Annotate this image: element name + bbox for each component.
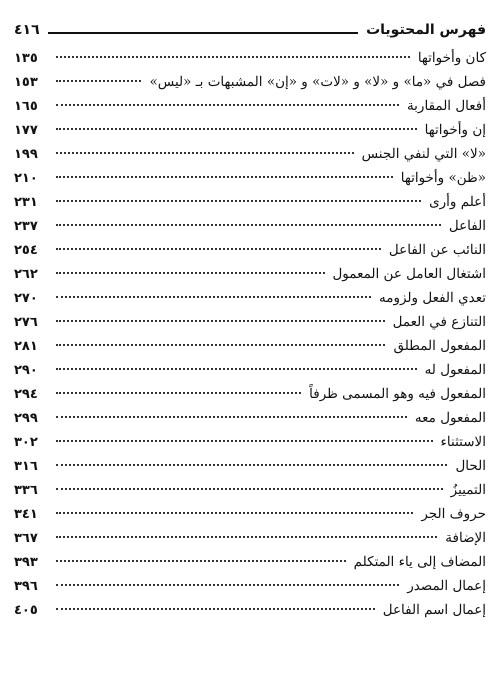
dot-leader <box>56 608 375 610</box>
toc-entry <box>14 214 486 238</box>
toc-entry-page: ٣٤١ <box>14 507 38 522</box>
toc-entry-page: ١٥٣ <box>14 75 38 90</box>
toc-entry-page: ٢٩٠ <box>14 363 38 378</box>
toc-entry-page: ١٧٧ <box>14 123 38 138</box>
toc-entry <box>14 286 486 310</box>
dot-leader <box>56 200 421 202</box>
toc-entry-page: ٣١٦ <box>14 459 38 474</box>
toc-entry-title: «لا» التي لنفي الجنس <box>361 146 486 162</box>
toc-entry-page: ٣٩٣ <box>14 555 38 570</box>
dot-leader <box>56 344 385 346</box>
toc-entry <box>14 598 486 622</box>
toc-entry <box>14 334 486 358</box>
toc-entry-title: المفعول المطلق <box>393 338 486 354</box>
dot-leader <box>56 152 354 154</box>
dot-leader <box>56 320 385 322</box>
toc-entry-title: المفعول فيه وهو المسمى ظرفاً <box>309 386 486 402</box>
dot-leader <box>56 512 413 514</box>
toc-entry-title: الحال <box>455 458 486 474</box>
dot-leader <box>56 176 393 178</box>
dot-leader <box>56 560 346 562</box>
toc-entry-page: ٤٠٥ <box>14 603 38 618</box>
dot-leader <box>56 536 437 538</box>
header-rule <box>48 32 358 34</box>
toc-entry <box>14 262 486 286</box>
toc-entry <box>14 238 486 262</box>
toc-entry-page: ٣٣٦ <box>14 483 38 498</box>
toc-entry-title: حروف الجر <box>421 506 486 522</box>
toc-entry <box>14 118 486 142</box>
toc-entry-page: ١٣٥ <box>14 51 38 66</box>
toc-entry <box>14 310 486 334</box>
toc-entry-title: المضاف إلى ياء المتكلم <box>353 554 486 570</box>
toc-entry-page: ٢٩٩ <box>14 411 38 426</box>
toc-entry-title: النائب عن الفاعل <box>388 242 486 258</box>
toc-entry <box>14 190 486 214</box>
dot-leader <box>56 224 441 226</box>
dot-leader <box>56 56 410 58</box>
toc-entry-page: ٣٠٢ <box>14 435 38 450</box>
toc-entry <box>14 550 486 574</box>
dot-leader <box>56 464 447 466</box>
toc-entry <box>14 46 486 70</box>
toc-entry-title: فصل في «ما» و «لا» و «لات» و «إن» المشبهات بـ «ليس» <box>149 74 486 90</box>
toc-entry-page: ٢٣٧ <box>14 219 38 234</box>
toc-entry-page: ١٦٥ <box>14 99 38 114</box>
toc-entry <box>14 382 486 406</box>
page-number: ٤١٦ <box>14 22 40 38</box>
toc-entry-page: ٣٦٧ <box>14 531 38 546</box>
toc-entry-title: اشتغال العامل عن المعمول <box>332 266 486 282</box>
toc-entry-page: ٣٩٦ <box>14 579 38 594</box>
dot-leader <box>56 248 381 250</box>
toc-entry-page: ٢٣١ <box>14 195 38 210</box>
toc-entry-title: إعمال اسم الفاعل <box>382 602 486 618</box>
toc-entry <box>14 454 486 478</box>
toc-entry <box>14 166 486 190</box>
dot-leader <box>56 392 301 394</box>
toc-entry-title: إعمال المصدر <box>407 578 486 594</box>
toc-entry-page: ٢٧٠ <box>14 291 38 306</box>
toc-entry-title: أفعال المقاربة <box>406 98 486 114</box>
toc-entry-page: ٢٩٤ <box>14 387 38 402</box>
toc-entry-page: ٢١٠ <box>14 171 38 186</box>
dot-leader <box>56 128 417 130</box>
toc-entry-title: «ظن» وأخواتها <box>400 170 486 186</box>
toc-entry <box>14 502 486 526</box>
dot-leader <box>56 368 417 370</box>
toc-entry <box>14 526 486 550</box>
dot-leader <box>56 80 141 82</box>
toc-entry-title: كان وأخواتها <box>417 50 486 66</box>
dot-leader <box>56 416 407 418</box>
toc-entry <box>14 406 486 430</box>
toc-entry <box>14 430 486 454</box>
toc-entry-page: ٢٧٦ <box>14 315 38 330</box>
toc-entry-page: ٢٨١ <box>14 339 38 354</box>
dot-leader <box>56 272 325 274</box>
toc-entry <box>14 358 486 382</box>
table-of-contents <box>14 46 486 622</box>
toc-entry-title: أعلم وأرى <box>429 194 486 210</box>
toc-entry-title: الإضافة <box>445 530 486 546</box>
toc-entry <box>14 94 486 118</box>
toc-entry <box>14 478 486 502</box>
toc-entry-title: الفاعل <box>448 218 486 234</box>
toc-entry <box>14 142 486 166</box>
toc-entry <box>14 70 486 94</box>
toc-entry-page: ٢٦٢ <box>14 267 38 282</box>
toc-entry <box>14 574 486 598</box>
toc-entry-title: المفعول له <box>424 362 486 378</box>
running-title: فهرس المحتويات <box>366 22 486 38</box>
dot-leader <box>56 104 399 106</box>
toc-entry-title: تعدي الفعل ولزومه <box>378 290 486 306</box>
dot-leader <box>56 584 399 586</box>
toc-entry-title: التمييزُ <box>450 482 486 498</box>
toc-entry-page: ١٩٩ <box>14 147 38 162</box>
page-header <box>14 14 486 42</box>
toc-entry-title: التنازع في العمل <box>392 314 486 330</box>
toc-entry-title: المفعول معه <box>414 410 486 426</box>
toc-entry-page: ٢٥٤ <box>14 243 38 258</box>
toc-entry-title: الاستثناء <box>440 434 486 450</box>
toc-entry-title: إن وأخواتها <box>424 122 486 138</box>
dot-leader <box>56 488 443 490</box>
dot-leader <box>56 296 371 298</box>
dot-leader <box>56 440 433 442</box>
